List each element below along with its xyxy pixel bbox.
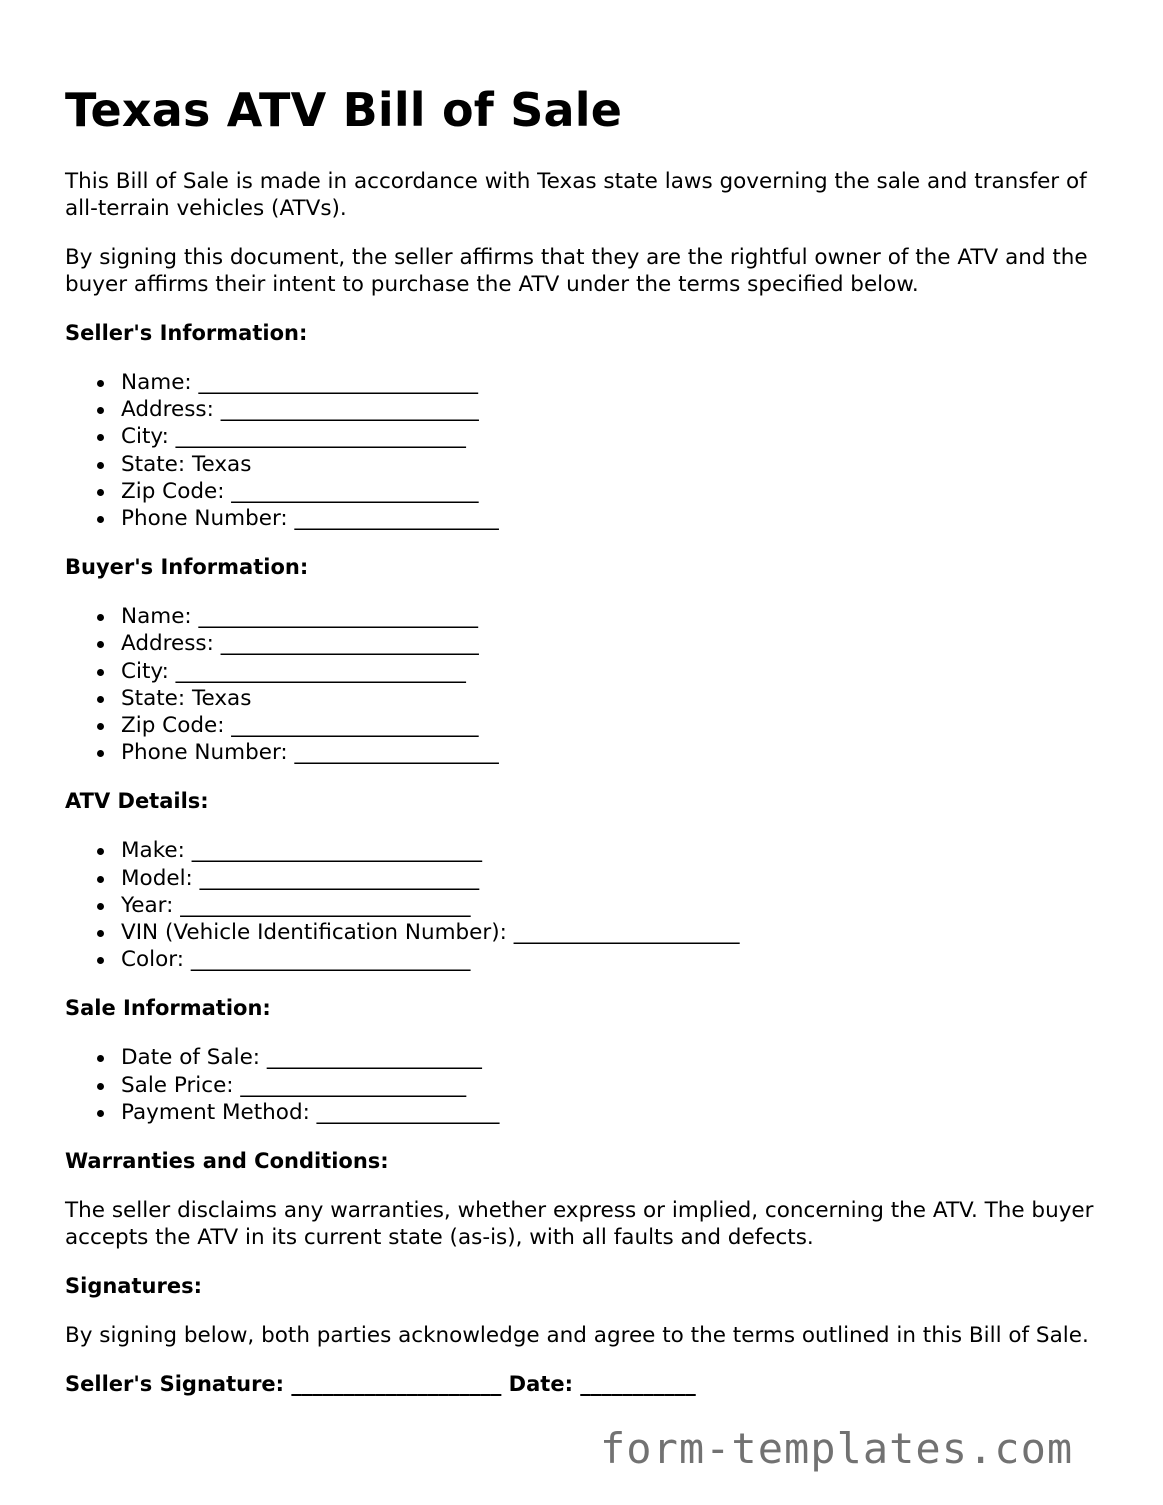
seller-zip-field[interactable]: Zip Code: _______________________ — [65, 478, 1115, 505]
buyer-address-field[interactable]: Address: ________________________ — [65, 630, 1115, 657]
atv-details-heading: ATV Details: — [65, 789, 209, 814]
seller-info-heading: Seller's Information: — [65, 321, 308, 345]
bill-of-sale-document — [65, 78, 1115, 1398]
bullet-icon — [97, 462, 104, 469]
atv-color-field[interactable]: Color: __________________________ — [65, 946, 1115, 973]
buyer-name-field[interactable]: Name: __________________________ — [65, 603, 1115, 630]
sale-info-heading: Sale Information: — [65, 996, 271, 1021]
seller-phone-field[interactable]: Phone Number: ___________________ — [65, 505, 1115, 532]
bullet-icon — [97, 876, 104, 883]
seller-city-field[interactable]: City: ___________________________ — [65, 423, 1115, 450]
sale-date-field[interactable]: Date of Sale: ____________________ — [65, 1044, 1115, 1071]
bullet-icon — [97, 723, 104, 730]
signatures-text: By signing below, both parties acknowledge and agree to the terms outlined in this Bill of Sale. — [65, 1323, 1089, 1349]
sale-info-list — [65, 1044, 1115, 1126]
bullet-icon — [97, 641, 104, 648]
buyer-city-field[interactable]: City: ___________________________ — [65, 658, 1115, 685]
seller-name-field[interactable]: Name: __________________________ — [65, 369, 1115, 396]
bullet-icon — [97, 957, 104, 964]
buyer-phone-field[interactable]: Phone Number: ___________________ — [65, 739, 1115, 766]
bullet-icon — [97, 489, 104, 496]
bullet-icon — [97, 407, 104, 414]
buyer-zip-field[interactable]: Zip Code: _______________________ — [65, 712, 1115, 739]
buyer-state-field: State: Texas — [65, 685, 1115, 712]
buyer-info-heading: Buyer's Information: — [65, 555, 309, 580]
bullet-icon — [97, 434, 104, 441]
signatures-heading: Signatures: — [65, 1274, 202, 1299]
page-title: Texas ATV Bill of Sale — [65, 83, 623, 137]
bullet-icon — [97, 903, 104, 910]
bullet-icon — [97, 1110, 104, 1117]
atv-year-field[interactable]: Year: ___________________________ — [65, 892, 1115, 919]
payment-method-field[interactable]: Payment Method: _________________ — [65, 1099, 1115, 1126]
seller-info-list — [65, 369, 1115, 532]
bullet-icon — [97, 614, 104, 621]
seller-address-field[interactable]: Address: ________________________ — [65, 396, 1115, 423]
intro-paragraph-1: This Bill of Sale is made in accordance with Texas state laws governing the sale and transfer of all-terrain vehicles (ATVs). — [65, 169, 1087, 221]
sale-price-field[interactable]: Sale Price: _____________________ — [65, 1072, 1115, 1099]
atv-make-field[interactable]: Make: ___________________________ — [65, 837, 1115, 864]
bullet-icon — [97, 1083, 104, 1090]
bullet-icon — [97, 516, 104, 523]
atv-vin-field[interactable]: VIN (Vehicle Identification Number): _____________________ — [65, 919, 1115, 946]
buyer-info-list — [65, 603, 1115, 766]
seller-state-field: State: Texas — [65, 451, 1115, 478]
bullet-icon — [97, 930, 104, 937]
intro-paragraph-2: By signing this document, the seller affirms that they are the rightful owner of the ATV and the buyer affirms their intent to purchase the ATV under the terms specified below. — [65, 245, 1088, 297]
bullet-icon — [97, 696, 104, 703]
bullet-icon — [97, 750, 104, 757]
bullet-icon — [97, 380, 104, 387]
bullet-icon — [97, 669, 104, 676]
warranties-heading: Warranties and Conditions: — [65, 1149, 389, 1174]
atv-details-list — [65, 837, 1115, 973]
seller-signature-line[interactable]: Seller's Signature: ____________________ Date: ___________ — [65, 1372, 696, 1397]
watermark: form-templates.com — [600, 1424, 1074, 1473]
bullet-icon — [97, 848, 104, 855]
warranties-text: The seller disclaims any warranties, whether express or implied, concerning the ATV. The buyer accepts the ATV in its current state (as-is), with all faults and defects. — [65, 1198, 1094, 1251]
atv-model-field[interactable]: Model: __________________________ — [65, 865, 1115, 892]
bullet-icon — [97, 1055, 104, 1062]
